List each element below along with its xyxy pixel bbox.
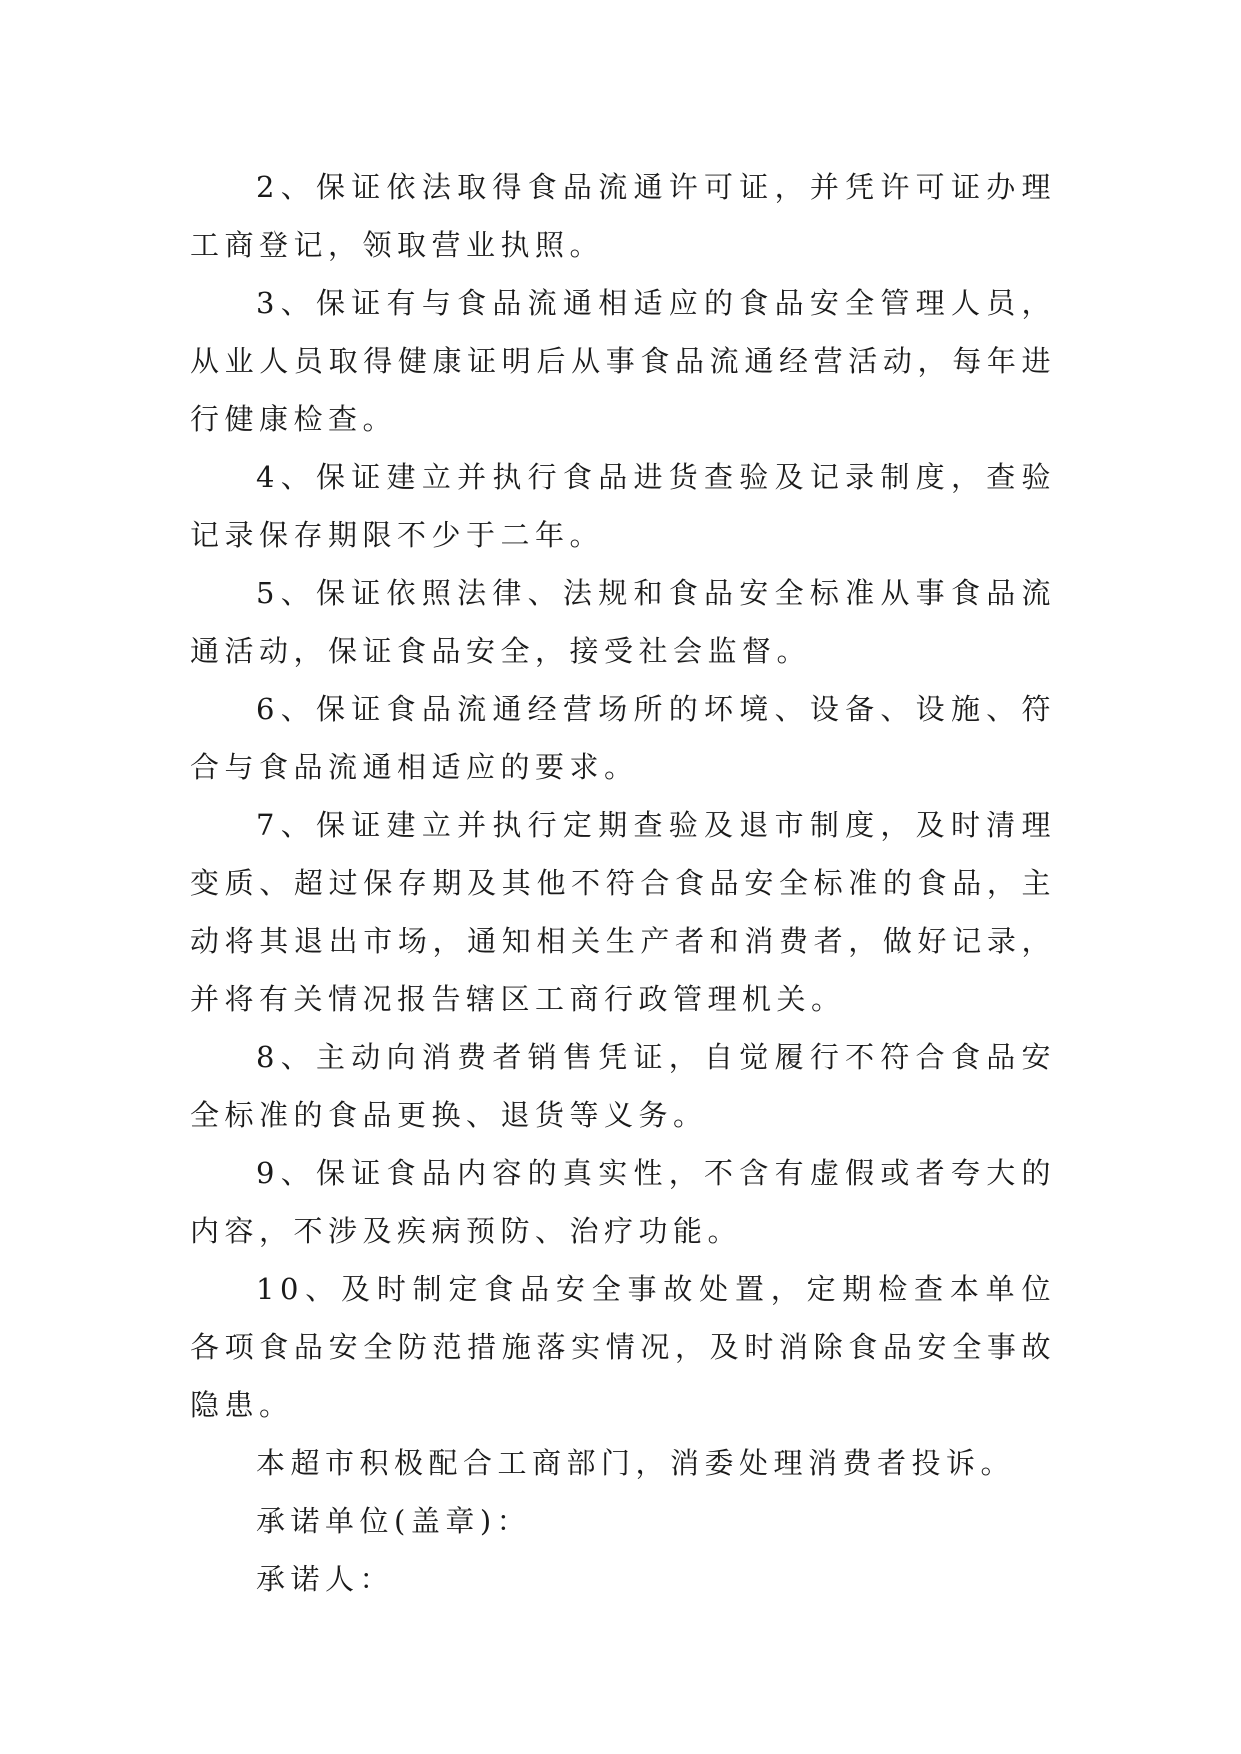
paragraph-item-7: 7、保证建立并执行定期查验及退市制度，及时清理变质、超过保存期及其他不符合食品安全标准的食品，主动将其退出市场，通知相关生产者和消费者，做好记录，并将有关情况报告辖区工商行政管理机关。 [190,808,1056,1016]
paragraph-item-5: 5、保证依照法律、法规和食品安全标准从事食品流通活动，保证食品安全，接受社会监督。 [190,576,1056,668]
paragraph-item-10: 10、及时制定食品安全事故处置，定期检查本单位各项食品安全防范措施落实情况，及时消除食品安全事故隐患。 [190,1272,1056,1422]
paragraph-item-2: 2、保证依法取得食品流通许可证，并凭许可证办理工商登记，领取营业执照。 [190,170,1056,262]
paragraph-item-9: 9、保证食品内容的真实性，不含有虚假或者夸大的内容，不涉及疾病预防、治疗功能。 [190,1156,1056,1248]
closing-statement: 本超市积极配合工商部门，消委处理消费者投诉。 [256,1446,1016,1480]
signature-person-label: 承诺人： [256,1562,395,1596]
paragraph-item-4: 4、保证建立并执行食品进货查验及记录制度，查验记录保存期限不少于二年。 [190,460,1056,552]
document-body [190,158,1056,1608]
paragraph-item-6: 6、保证食品流通经营场所的坏境、设备、设施、符合与食品流通相适应的要求。 [190,692,1056,784]
paragraph-item-3: 3、保证有与食品流通相适应的食品安全管理人员，从业人员取得健康证明后从事食品流通经营活动，每年进行健康检查。 [190,286,1056,436]
paragraph-item-8: 8、主动向消费者销售凭证，自觉履行不符合食品安全标准的食品更换、退货等义务。 [190,1040,1056,1132]
signature-unit-label: 承诺单位(盖章)： [256,1504,532,1538]
